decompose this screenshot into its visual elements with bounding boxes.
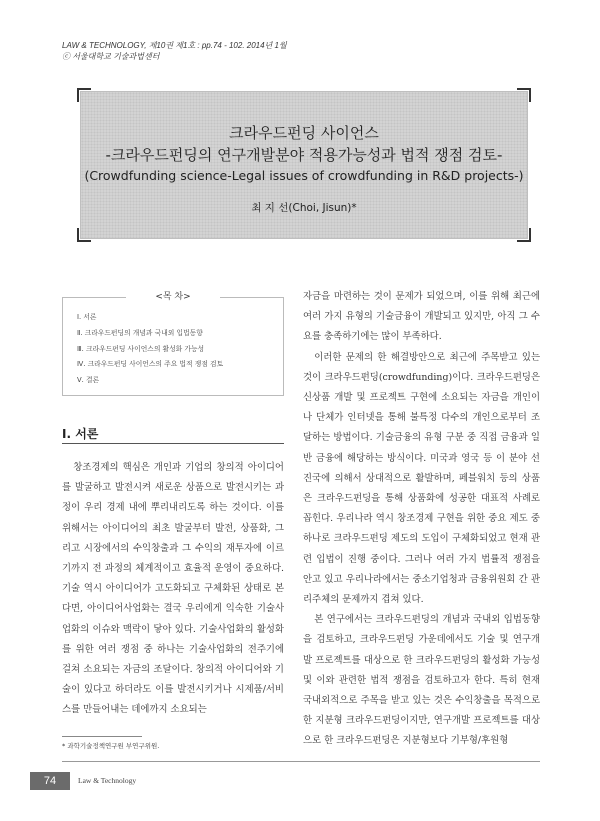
toc-top-rule-right [220, 297, 284, 298]
body-column-right [303, 287, 540, 752]
paper-subtitle: -크라우드펀딩의 연구개발분야 적용가능성과 법적 쟁점 검토- [105, 146, 503, 164]
body-column-left [62, 458, 284, 721]
paper-author: 최 지 선(Choi, Jisun)* [251, 202, 357, 214]
body-paragraph: 이러한 문제의 한 해결방안으로 최근에 주목받고 있는 것이 크라우드펀딩(crowdfunding)이다. 크라우드펀딩은 신상품 개발 및 프로젝트 구현에 소요되는 자금을 개인이나 단체가 인터넷을 통해 불특정 다수의 개인으로부터 조달하는 방법이다. 기술금융의 유형 구분 중 직접 금융과 일반 금융에 해당하는 방식이다. 미국과 영국 등 이 분야 선진국에 의해서 상대적으로 활발하며, 페블워치 등의 상품은 크라우드펀딩을 통해 상품화에 성공한 대표적 사례로 꼽힌다. 우리나라 역시 창조경제 구현을 위한 중요 제도 중 하나로 크라우드펀딩 제도의 도입이 구체화되었고 현재 관련 입법이 진행 중이다. 그러나 여러 가지 법률적 쟁점을 안고 있고 우리나라에서는 중소기업청과 금융위원회 간 관리주체의 문제까지 겹쳐 있다. [303, 351, 540, 606]
body-paragraph: 본 연구에서는 크라우드펀딩의 개념과 국내외 입법동향을 검토하고, 크라우드펀딩 가운데에서도 기술 및 연구개발 프로젝트를 대상으로 한 크라우드펀딩의 활성화 가능성 및 이와 관련한 법적 쟁점을 검토하고자 한다. 특히 현재 국내외적으로 주목을 받고 있는 것은 수익창출을 목적으로 한 지분형 크라우드펀딩이지만, 연구개발 프로젝트를 대상으로 한 크라우드펀딩은 지분형보다 기부형/후원형 [303, 614, 540, 747]
toc-item[interactable]: Ⅴ. 결론 [77, 376, 100, 385]
paper-title: 크라우드펀딩 사이언스 [229, 124, 379, 142]
paper-english-title: (Crowdfunding science-Legal issues of crowdfunding in R&D projects-) [84, 168, 524, 183]
body-paragraph: 창조경제의 핵심은 개인과 기업의 창의적 아이디어를 발굴하고 발전시켜 새로운 상품으로 발전시키는 과정이 우리 경제 내에 뿌리내리도록 하는 것이다. 이를 위해서는 아이디어의 최초 발굴부터 발전, 상품화, 그리고 시장에서의 수익창출과 그 수익의 재투자에 이르기까지 전 과정의 체계적이고 효율적 운영이 중요하다. 기술 역시 아이디어가 고도화되고 구체화된 상태로 본다면, 아이디어사업화는 결국 우리에게 익숙한 기술사업화의 이슈와 맥락이 닿아 있다. 기술사업화의 활성화를 위한 여러 쟁점 중 하나는 기술사업화의 전주기에 걸쳐 소요되는 자금의 조달이다. 창의적 아이디어와 기술이 있다고 하더라도 이를 발전시키거나 시제품/서비스를 만들어내는 데에까지 소요되는 [62, 462, 284, 716]
author-footnote: * 과학기술정책연구원 부연구위원. [62, 742, 160, 750]
journal-citation: LAW & TECHNOLOGY, 제10권 제1호 : pp.74 - 102. 2014년 1월 [62, 41, 287, 50]
toc-top-rule-left [62, 297, 126, 298]
title-box [80, 91, 528, 239]
table-of-contents [62, 292, 284, 396]
body-paragraph: 자금을 마련하는 것이 문제가 되었으며, 이를 위해 최근에 여러 가지 유형의 기술금융이 개발되고 있지만, 아직 그 수요를 충족하기에는 많이 부족하다. [303, 291, 540, 343]
page-number: 74 [30, 772, 70, 790]
footer-journal-name: Law & Technology [78, 776, 137, 785]
section-heading: Ⅰ. 서론 [62, 427, 99, 441]
toc-item[interactable]: Ⅰ. 서론 [77, 313, 97, 321]
footer-rule [62, 761, 540, 762]
corner-bracket-bottom-right [517, 228, 531, 242]
footnote-rule [62, 736, 142, 737]
toc-item[interactable]: Ⅲ. 크라우드펀딩 사이언스의 활성화 가능성 [77, 344, 205, 353]
section-rule [62, 443, 284, 444]
toc-heading: <목 차> [149, 289, 196, 302]
corner-bracket-top-right [517, 88, 531, 102]
corner-bracket-bottom-left [77, 228, 91, 242]
toc-list [77, 310, 223, 389]
running-header [62, 40, 287, 62]
copyright-line: ⓒ 서울대학교 기술과법센터 [62, 52, 160, 61]
toc-item[interactable]: Ⅳ. 크라우드펀딩 사이언스의 주요 법적 쟁점 검토 [77, 360, 224, 369]
toc-item[interactable]: Ⅱ. 크라우드펀딩의 개념과 국내외 입법동향 [77, 328, 203, 337]
corner-bracket-top-left [77, 88, 91, 102]
